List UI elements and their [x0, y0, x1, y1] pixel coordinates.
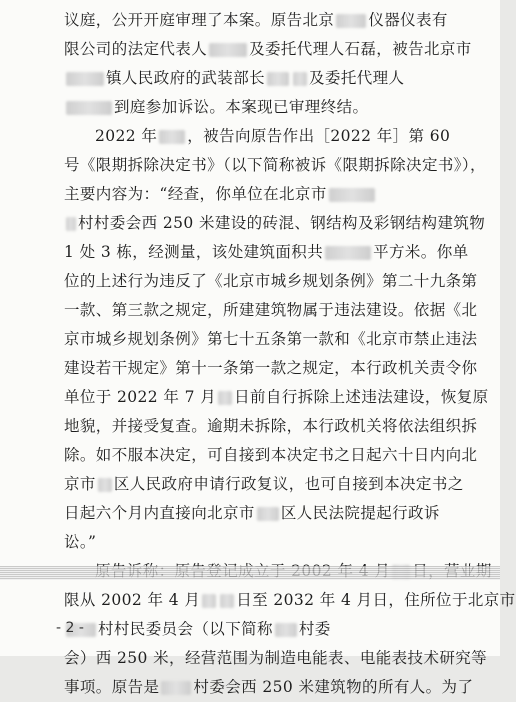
redaction-block [98, 478, 112, 492]
redaction-block [220, 594, 234, 608]
text-segment: 除。如不服本决定，可自接到本决定书之日起六十日内向北 [64, 446, 478, 464]
text-segment: 及委托代理人石磊，被告北京市 [249, 40, 472, 58]
redaction-block [325, 246, 371, 260]
text-segment: 日至 2032 年 4 月 [236, 591, 373, 609]
redaction-block [66, 72, 104, 86]
text-segment: 事项。原告是 [64, 678, 160, 696]
text-segment: 日起六个月内直接向北京市 [64, 504, 255, 522]
text-line [64, 151, 486, 180]
text-line [64, 35, 472, 64]
text-line [64, 267, 478, 296]
page-number: - 2 - [56, 620, 84, 636]
redaction-block [161, 681, 191, 695]
text-line [64, 238, 469, 267]
text-segment: 仪器仪表有 [368, 11, 448, 29]
text-line [64, 586, 516, 615]
redaction-block [202, 594, 216, 608]
text-segment: 1 处 3 栋，经测量，该处建筑面积共 [64, 243, 324, 261]
text-line [64, 441, 478, 470]
text-line [64, 180, 456, 209]
redaction-block [293, 72, 307, 86]
text-line [64, 383, 489, 412]
text-segment: 京市 [64, 475, 96, 493]
redaction-block [257, 507, 279, 521]
text-segment: 镇人民政府的武装部长 [106, 69, 266, 87]
text-segment: 号《限期拆除决定书》（以下简称被诉《限期拆除决定书》）， [64, 156, 486, 174]
text-segment: 会）西 250 米，经营范围为制造电能表、电能表技术研究等 [64, 649, 488, 667]
text-line [64, 122, 456, 151]
text-segment: 区人民政府申请行政复议，也可自接到本决定书之 [113, 475, 464, 493]
text-segment: 限公司的法定代表人 [64, 40, 208, 58]
text-segment: 村委 [298, 620, 331, 638]
text-line [64, 673, 474, 702]
redaction-block [209, 43, 247, 57]
text-segment: 讼。” [64, 533, 97, 551]
text-segment: 村委会西 250 米建筑物的所有人。为了 [193, 678, 474, 696]
text-segment: 地貌，并接受复查。逾期未拆除，本行政机关将依法组织拆 [64, 417, 478, 435]
text-segment: 单位于 2022 年 7 月 [64, 388, 217, 406]
redaction-block [336, 14, 366, 28]
text-segment: 村村委会西 250 米建设的砖混、钢结构及彩钢结构建筑物 [78, 214, 486, 232]
redaction-block [275, 623, 297, 637]
text-segment: 议庭，公开开庭审理了本案。原告北京 [64, 11, 335, 29]
text-segment: 村村民委员会（以下简称 [98, 620, 273, 638]
text-segment: 位的上述行为违反了《北京市城乡规划条例》第二十九条第 [64, 272, 478, 290]
text-segment: 区人民法院提起行政诉 [280, 504, 440, 522]
text-line [64, 354, 478, 383]
text-segment: 建设若干规定》第十一条第一款之规定，本行政机关责令你 [64, 359, 478, 377]
text-line [64, 412, 478, 441]
text-line [64, 93, 456, 122]
redaction-block [267, 72, 289, 86]
text-line [64, 64, 456, 93]
text-line [64, 296, 478, 325]
text-segment: 日，住所位于北京市 [372, 591, 516, 609]
text-segment: 日前自行拆除上述违法建设，恢复原 [234, 388, 489, 406]
redaction-block [218, 391, 232, 405]
text-segment: 一款、第三款之规定，所建建筑物属于违法建设。依据《北 [64, 301, 478, 319]
text-line [64, 6, 456, 35]
text-segment: 限从 2002 年 4 月 [64, 591, 201, 609]
text-segment: 京市城乡规划条例》第七十五条第一款和《北京市禁止违法 [64, 330, 478, 348]
redaction-block [329, 188, 375, 202]
text-line [64, 528, 456, 557]
judgment-text-body [64, 6, 516, 702]
text-line [64, 644, 488, 673]
text-segment: 到庭参加诉讼。本案现已审理终结。 [114, 98, 369, 116]
redaction-block [159, 130, 185, 144]
text-line [64, 470, 464, 499]
text-line [64, 615, 456, 644]
text-segment: 2022 年 [95, 127, 158, 145]
text-segment: 平方米。你单 [373, 243, 469, 261]
text-line [64, 499, 456, 528]
text-segment: 及委托代理人 [309, 69, 405, 87]
scan-artifact-band [0, 566, 500, 580]
redaction-block [66, 101, 112, 115]
redaction-block [66, 217, 76, 231]
text-segment: ，被告向原告作出［2022 年］第 60 [187, 127, 451, 145]
text-line [64, 209, 486, 238]
text-segment: 主要内容为：“经查，你单位在北京市 [64, 185, 327, 203]
text-line [64, 325, 478, 354]
